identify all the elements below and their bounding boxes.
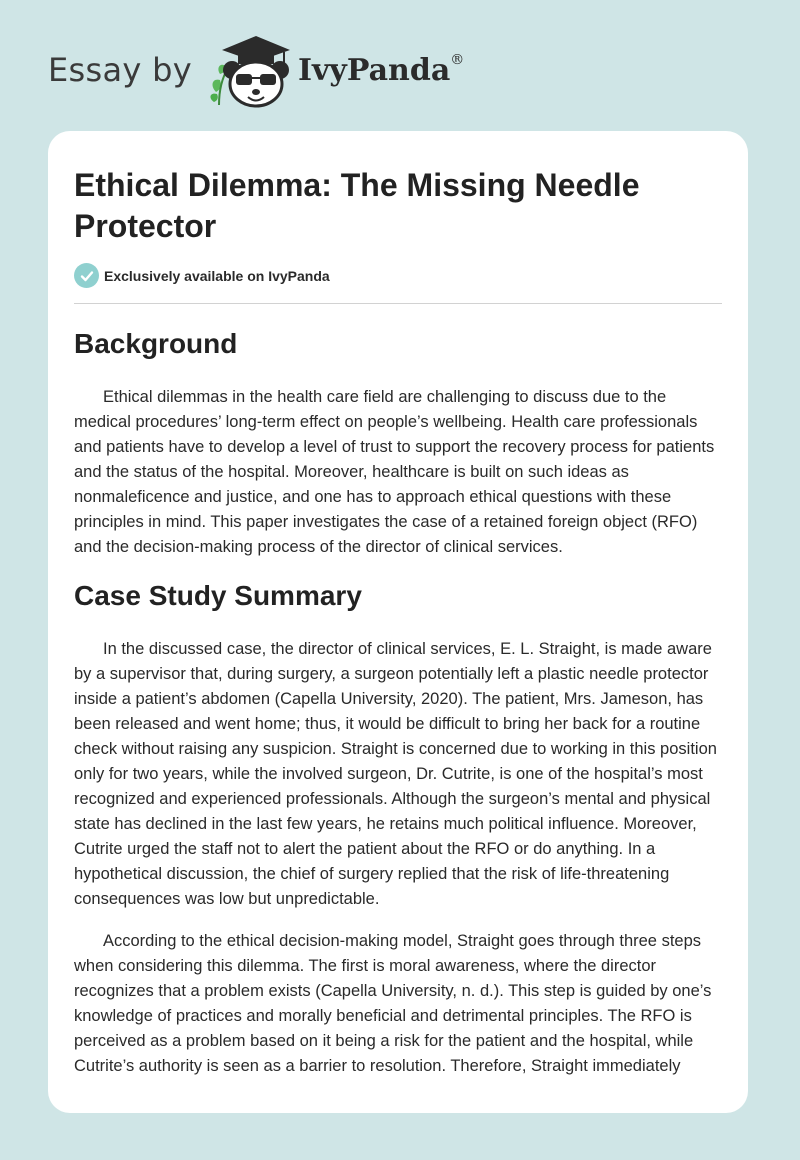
- paragraph-background: Ethical dilemmas in the health care field are challenging to discuss due to the medical procedures’ long-term effect on people’s wellbeing. Health care professionals and patients have to develop a level of trust to support the recovery process for patients and the status of the hospital. Moreover, healthcare is built on such ideas as nonmaleficence and justice, and one has to approach ethical questions with these principles in mind. This paper investigates the case of a retained foreign object (RFO) and the decision-making process of the director of clinical services.: [74, 388, 715, 556]
- exclusive-badge: [74, 263, 330, 288]
- essay-by-label: Essay by: [48, 51, 192, 89]
- site-header: [48, 30, 464, 110]
- panda-graduate-icon[interactable]: [204, 30, 294, 110]
- paragraph-case-study-1: In the discussed case, the director of clinical services, E. L. Straight, is made aware by a supervisor that, during surgery, a surgeon potentially left a plastic needle protector inside a patient’s abdomen (Capella University, 2020). The patient, Mrs. Jameson, has been released and went home; thus, it would be difficult to bring her back for a routine check without raising any suspicion. Straight is concerned due to working in this position only for two years, while the involved surgeon, Dr. Cutrite, is one of the hospital’s most recognized and experienced professionals. Although the surgeon’s mental and physical state has declined in the last few years, he retains much political influence. Moreover, Cutrite urged the staff not to alert the patient about the RFO or do anything. In a hypothetical discussion, the chief of surgery replied that the risk of life-threatening consequences was low but unpredictable.: [74, 640, 717, 908]
- divider: [74, 303, 722, 304]
- brand-name[interactable]: IvyPanda®: [297, 52, 465, 88]
- check-icon: [74, 263, 99, 288]
- registered-mark: ®: [450, 52, 465, 68]
- article-card: [48, 131, 748, 1113]
- paragraph-case-study-2: According to the ethical decision-making model, Straight goes through three steps when considering this dilemma. The first is moral awareness, where the director recognizes that a problem exists (Capella University, n. d.). This step is guided by one’s knowledge of practices and morally beneficial and detrimental principles. The RFO is perceived as a problem based on it being a risk for the patient and the hospital, while Cutrite’s authority is seen as a barrier to resolution. Therefore, Straight immediately: [74, 932, 712, 1075]
- exclusive-label: Exclusively available on IvyPanda: [104, 267, 330, 284]
- article-title: Ethical Dilemma: The Missing Needle Protector: [74, 167, 640, 244]
- section-heading-background: Background: [74, 328, 238, 359]
- section-heading-case-study: Case Study Summary: [74, 580, 362, 611]
